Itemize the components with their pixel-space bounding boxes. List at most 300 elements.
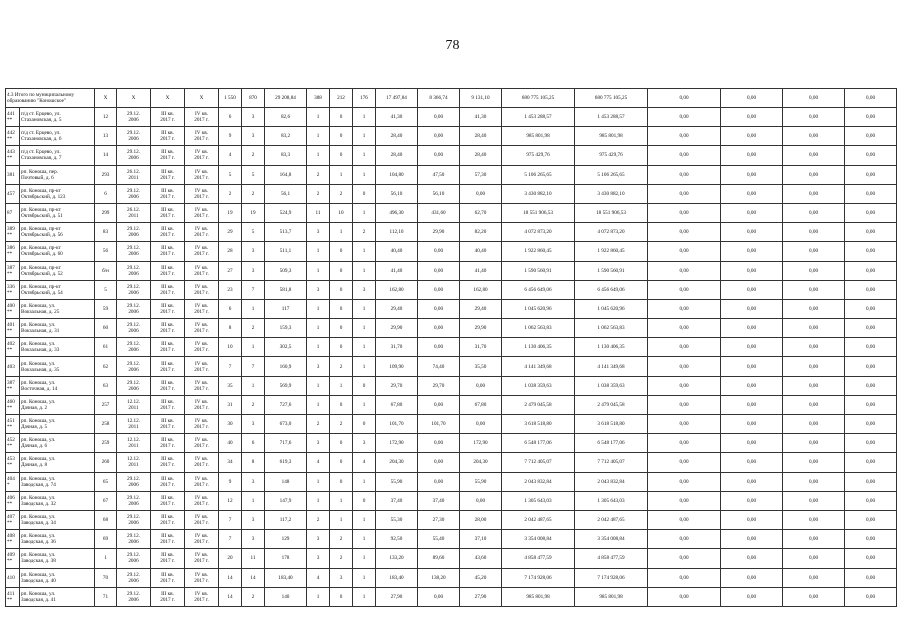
- end-period-cell-line: IV кв.: [195, 552, 208, 559]
- count-cell: 6: [219, 108, 242, 127]
- area-cell: 302,5: [265, 338, 307, 357]
- count-cell: 1: [330, 223, 353, 242]
- area-cell: 0,00: [460, 491, 502, 510]
- cost-cell: 1 453 288,57: [575, 108, 648, 127]
- start-period-cell-line: III кв.: [161, 475, 174, 482]
- amount-cell: 0,00: [845, 165, 897, 184]
- end-period-cell-line: IV кв.: [195, 379, 208, 386]
- address-cell-line: п/д ст. Ерцево, ул.: [21, 111, 61, 118]
- amount-cell: 0,00: [783, 453, 845, 472]
- end-period-cell: [185, 223, 219, 242]
- cost-cell: 3 354 008,84: [502, 530, 575, 549]
- amount-cell: 0,00: [721, 261, 783, 280]
- start-period-cell-line: III кв.: [161, 283, 174, 290]
- address-cell-line: Заводская, д. 41: [21, 596, 56, 603]
- amount-cell: 0,00: [648, 261, 721, 280]
- end-period-cell-line: 2017 г.: [194, 558, 209, 565]
- address-cell-line: Октябрьский, д. 54: [21, 289, 63, 296]
- end-period-cell: [185, 184, 219, 203]
- cost-cell: 1 062 563,83: [502, 319, 575, 338]
- start-period-cell-line: III кв.: [161, 149, 174, 156]
- start-period-cell: [151, 549, 185, 568]
- amount-cell: 0,00: [648, 491, 721, 510]
- area-cell: 524,9: [265, 203, 307, 222]
- end-period-cell: [185, 203, 219, 222]
- start-period-cell: [151, 203, 185, 222]
- amount-cell: 0,00: [648, 319, 721, 338]
- start-period-cell: [151, 146, 185, 165]
- row-id-cell-line: 411: [7, 590, 15, 597]
- area-cell: 45,20: [460, 568, 502, 587]
- amount-cell: 0,00: [783, 434, 845, 453]
- area-cell: 204,30: [376, 453, 418, 472]
- date-cell-line: 29.12.: [127, 379, 140, 386]
- count-cell: 2: [330, 415, 353, 434]
- cost-cell: 1 590 560,91: [575, 261, 648, 280]
- count-cell: 3: [242, 127, 265, 146]
- table-row: [6, 376, 897, 395]
- count-cell: 1: [353, 395, 376, 414]
- end-period-cell: [185, 587, 219, 606]
- amount-cell: 0,00: [721, 453, 783, 472]
- cost-cell: 4 072 873,20: [575, 223, 648, 242]
- amount-cell: 0,00: [783, 127, 845, 146]
- count-cell: 1: [353, 108, 376, 127]
- year-cell: 63: [95, 376, 117, 395]
- count-cell: 10: [219, 338, 242, 357]
- date-cell-line: 2006: [128, 366, 139, 373]
- start-period-cell-line: III кв.: [161, 264, 174, 271]
- amount-cell: 0,00: [845, 261, 897, 280]
- cost-cell: 1 045 620,96: [502, 299, 575, 318]
- cost-cell: 1 590 560,91: [502, 261, 575, 280]
- amount-cell: 0,00: [783, 568, 845, 587]
- amount-cell: 0,00: [721, 165, 783, 184]
- start-period-cell-line: 2017 г.: [160, 193, 175, 200]
- amount-cell: 0,00: [783, 299, 845, 318]
- amount-cell: 0,00: [845, 108, 897, 127]
- count-cell: 1: [307, 319, 330, 338]
- amount-cell: 0,00: [648, 357, 721, 376]
- date-cell-line: 29.12.: [127, 590, 140, 597]
- row-id-cell-line: 453: [7, 456, 15, 463]
- count-cell: 1: [307, 395, 330, 414]
- year-cell: 5: [95, 280, 117, 299]
- total-cell: X: [95, 89, 117, 108]
- area-cell: 172,90: [376, 434, 418, 453]
- cost-cell: 1 922 860,45: [575, 242, 648, 261]
- count-cell: 3: [307, 549, 330, 568]
- address-cell-line: рп. Коноша, ул.: [21, 398, 56, 405]
- row-id-cell-line: **: [7, 443, 13, 450]
- start-period-cell-line: III кв.: [161, 226, 174, 233]
- row-id-cell: [6, 357, 20, 376]
- start-period-cell: [151, 223, 185, 242]
- end-period-cell: [185, 127, 219, 146]
- end-period-cell: [185, 319, 219, 338]
- start-period-cell-line: 2017 г.: [160, 404, 175, 411]
- row-id-cell: [6, 549, 20, 568]
- count-cell: 1: [353, 127, 376, 146]
- total-cell: X: [117, 89, 151, 108]
- date-cell: [117, 491, 151, 510]
- total-cell: 17 497,84: [376, 89, 418, 108]
- end-period-cell: [185, 472, 219, 491]
- count-cell: 14: [242, 568, 265, 587]
- total-cell: 176: [353, 89, 376, 108]
- start-period-cell-line: III кв.: [161, 552, 174, 559]
- row-id-cell: [6, 472, 20, 491]
- area-cell: 138,20: [418, 568, 460, 587]
- row-id-cell-line: 409: [7, 552, 15, 559]
- start-period-cell-line: 2017 г.: [160, 481, 175, 488]
- start-period-cell-line: 2017 г.: [160, 347, 175, 354]
- cost-cell: 1 038 359,63: [502, 376, 575, 395]
- area-cell: 717,6: [265, 434, 307, 453]
- address-cell: [20, 108, 95, 127]
- amount-cell: 0,00: [648, 127, 721, 146]
- end-period-cell: [185, 108, 219, 127]
- area-cell: 129: [265, 530, 307, 549]
- table-row: [6, 530, 897, 549]
- amount-cell: 0,00: [845, 568, 897, 587]
- cost-cell: 6 548 177,06: [502, 434, 575, 453]
- count-cell: 20: [219, 549, 242, 568]
- total-cell: 8 366,74: [418, 89, 460, 108]
- area-cell: 29,70: [418, 376, 460, 395]
- amount-cell: 0,00: [648, 395, 721, 414]
- count-cell: 1: [353, 568, 376, 587]
- row-id-cell: [6, 415, 20, 434]
- amount-cell: 0,00: [845, 510, 897, 529]
- address-cell-line: Почтовый, д. 6: [21, 174, 54, 181]
- end-period-cell-line: IV кв.: [195, 514, 208, 521]
- start-period-cell: [151, 280, 185, 299]
- area-cell: 37,40: [376, 491, 418, 510]
- date-cell: [117, 280, 151, 299]
- address-cell-line: рп. Коноша, ул.: [21, 379, 56, 386]
- address-cell: [20, 223, 95, 242]
- row-id-cell-line: **: [7, 289, 13, 296]
- area-cell: 0,00: [418, 299, 460, 318]
- area-cell: 31,70: [376, 338, 418, 357]
- amount-cell: 0,00: [783, 184, 845, 203]
- area-cell: 496,30: [376, 203, 418, 222]
- amount-cell: 0,00: [648, 108, 721, 127]
- cost-cell: 4 858 477,59: [502, 549, 575, 568]
- date-cell-line: 2006: [128, 347, 139, 354]
- date-cell-line: 29.12.: [127, 533, 140, 540]
- date-cell-line: 29.12.: [127, 187, 140, 194]
- address-cell-line: рп. Коноша, пр-кт: [21, 207, 61, 214]
- area-cell: 101,70: [418, 415, 460, 434]
- start-period-cell-line: 2017 г.: [160, 558, 175, 565]
- area-cell: 0,00: [418, 453, 460, 472]
- cost-cell: 1 305 643,03: [502, 491, 575, 510]
- date-cell-line: 26.12.: [127, 207, 140, 214]
- address-cell: [20, 395, 95, 414]
- start-period-cell: [151, 165, 185, 184]
- area-cell: 41,30: [460, 108, 502, 127]
- date-cell-line: 2006: [128, 193, 139, 200]
- date-cell-line: 2006: [128, 539, 139, 546]
- row-id-cell-line: **: [7, 539, 13, 546]
- cost-cell: 2 043 832,84: [502, 472, 575, 491]
- date-cell: [117, 165, 151, 184]
- row-id-cell-line: 407: [7, 514, 15, 521]
- cost-cell: 2 479 045,58: [502, 395, 575, 414]
- cost-cell: 985 801,98: [575, 127, 648, 146]
- address-cell: [20, 242, 95, 261]
- area-cell: 101,70: [376, 415, 418, 434]
- table-row: [6, 319, 897, 338]
- amount-cell: 0,00: [721, 376, 783, 395]
- end-period-cell: [185, 376, 219, 395]
- cost-cell: 18 551 906,53: [575, 203, 648, 222]
- year-cell: 12: [95, 108, 117, 127]
- address-cell-line: Вокзальная, д. 33: [21, 347, 60, 354]
- address-cell-line: рп. Коноша, пр-кт: [21, 283, 61, 290]
- table-row: [6, 568, 897, 587]
- date-cell: [117, 261, 151, 280]
- amount-cell: 0,00: [721, 415, 783, 434]
- row-id-cell-line: 460: [7, 398, 15, 405]
- start-period-cell: [151, 357, 185, 376]
- address-cell-line: рп. Коноша, ул.: [21, 494, 56, 501]
- year-cell: 56: [95, 242, 117, 261]
- count-cell: 30: [219, 415, 242, 434]
- area-cell: 104,80: [376, 165, 418, 184]
- row-id-cell-line: 441: [7, 111, 15, 118]
- table-row: [6, 549, 897, 568]
- address-cell-line: Заводская, д. 36: [21, 539, 56, 546]
- cost-cell: 6 456 649,06: [502, 280, 575, 299]
- amount-cell: 0,00: [721, 357, 783, 376]
- count-cell: 11: [307, 203, 330, 222]
- count-cell: 14: [219, 587, 242, 606]
- start-period-cell-line: 2017 г.: [160, 328, 175, 335]
- count-cell: 0: [330, 395, 353, 414]
- area-cell: 148: [265, 472, 307, 491]
- amount-cell: 0,00: [845, 453, 897, 472]
- area-cell: 41,30: [376, 108, 418, 127]
- end-period-cell-line: IV кв.: [195, 226, 208, 233]
- count-cell: 1: [353, 261, 376, 280]
- start-period-cell-line: III кв.: [161, 187, 174, 194]
- amount-cell: 0,00: [721, 510, 783, 529]
- count-cell: 3: [242, 261, 265, 280]
- address-cell: [20, 568, 95, 587]
- amount-cell: 0,00: [648, 472, 721, 491]
- start-period-cell: [151, 510, 185, 529]
- count-cell: 3: [353, 280, 376, 299]
- total-cell: 212: [330, 89, 353, 108]
- end-period-cell-line: IV кв.: [195, 571, 208, 578]
- amount-cell: 0,00: [721, 319, 783, 338]
- area-cell: 40,40: [376, 242, 418, 261]
- area-cell: 40,40: [460, 242, 502, 261]
- area-cell: 178: [265, 549, 307, 568]
- end-period-cell-line: IV кв.: [195, 322, 208, 329]
- address-cell: [20, 549, 95, 568]
- amount-cell: 0,00: [648, 146, 721, 165]
- start-period-cell: [151, 376, 185, 395]
- count-cell: 29: [219, 223, 242, 242]
- area-cell: 56,1: [265, 184, 307, 203]
- start-period-cell-line: III кв.: [161, 379, 174, 386]
- start-period-cell-line: 2017 г.: [160, 117, 175, 124]
- address-cell: [20, 434, 95, 453]
- area-cell: 183,40: [265, 568, 307, 587]
- amount-cell: 0,00: [845, 319, 897, 338]
- date-cell-line: 2006: [128, 117, 139, 124]
- date-cell-line: 29.12.: [127, 514, 140, 521]
- area-cell: 162,80: [460, 280, 502, 299]
- cost-cell: 1 922 860,45: [502, 242, 575, 261]
- date-cell-line: 29.12.: [127, 494, 140, 501]
- end-period-cell-line: IV кв.: [195, 302, 208, 309]
- count-cell: 0: [330, 108, 353, 127]
- count-cell: 3: [353, 434, 376, 453]
- amount-cell: 0,00: [648, 203, 721, 222]
- amount-cell: 0,00: [783, 108, 845, 127]
- end-period-cell-line: 2017 г.: [194, 424, 209, 431]
- row-id-cell-line: **: [7, 520, 13, 527]
- row-id-cell-line: 403: [7, 363, 15, 370]
- area-cell: 172,90: [460, 434, 502, 453]
- amount-cell: 0,00: [783, 510, 845, 529]
- address-cell-line: Стахановская, д. 5: [21, 117, 62, 124]
- cost-cell: 7 174 928,06: [502, 568, 575, 587]
- row-id-cell-line: **: [7, 328, 13, 335]
- area-cell: 204,30: [460, 453, 502, 472]
- address-cell-line: рп. Коноша, пр-кт: [21, 187, 61, 194]
- end-period-cell-line: 2017 г.: [194, 174, 209, 181]
- row-id-cell-line: **: [7, 404, 13, 411]
- count-cell: 1: [353, 299, 376, 318]
- row-id-cell: [6, 338, 20, 357]
- count-cell: 3: [330, 568, 353, 587]
- total-cell: 0,00: [648, 89, 721, 108]
- address-cell-line: рп. Коноша, ул.: [21, 322, 56, 329]
- area-cell: 28,40: [376, 146, 418, 165]
- address-cell-line: рп. Коноша, ул.: [21, 514, 56, 521]
- amount-cell: 0,00: [648, 280, 721, 299]
- end-period-cell-line: 2017 г.: [194, 577, 209, 584]
- row-id-cell: [6, 568, 20, 587]
- total-cell: 388: [307, 89, 330, 108]
- area-cell: 92,50: [376, 530, 418, 549]
- address-cell-line: Вокзальная, д. 35: [21, 366, 60, 373]
- area-cell: 160,9: [265, 357, 307, 376]
- row-id-cell-line: **: [7, 558, 13, 565]
- end-period-cell-line: 2017 г.: [194, 520, 209, 527]
- start-period-cell-line: 2017 г.: [160, 270, 175, 277]
- end-period-cell-line: IV кв.: [195, 398, 208, 405]
- area-cell: 41,40: [376, 261, 418, 280]
- year-cell: 70: [95, 568, 117, 587]
- address-cell-line: Заводская, д. 40: [21, 577, 56, 584]
- date-cell-line: 29.12.: [127, 264, 140, 271]
- row-id-cell: [6, 587, 20, 606]
- table-row: [6, 280, 897, 299]
- count-cell: 1: [330, 165, 353, 184]
- area-cell: 0,00: [418, 587, 460, 606]
- start-period-cell-line: 2017 г.: [160, 251, 175, 258]
- end-period-cell-line: IV кв.: [195, 341, 208, 348]
- amount-cell: 0,00: [721, 587, 783, 606]
- table-row: [6, 434, 897, 453]
- amount-cell: 0,00: [783, 472, 845, 491]
- cost-cell: 3 618 518,80: [575, 415, 648, 434]
- amount-cell: 0,00: [721, 108, 783, 127]
- end-period-cell-line: IV кв.: [195, 437, 208, 444]
- count-cell: 4: [219, 146, 242, 165]
- row-id-cell: [6, 261, 20, 280]
- start-period-cell: [151, 415, 185, 434]
- count-cell: 0: [330, 434, 353, 453]
- end-period-cell: [185, 530, 219, 549]
- count-cell: 8: [242, 453, 265, 472]
- table-row: [6, 415, 897, 434]
- cost-cell: 3 430 882,10: [502, 184, 575, 203]
- count-cell: 0: [353, 376, 376, 395]
- start-period-cell: [151, 434, 185, 453]
- row-id-cell-line: 381: [7, 171, 15, 178]
- address-cell-line: рп. Коноша, ул.: [21, 437, 56, 444]
- date-cell: [117, 587, 151, 606]
- date-cell-line: 29.12.: [127, 571, 140, 578]
- area-cell: 183,40: [376, 568, 418, 587]
- date-cell-line: 29.12.: [127, 302, 140, 309]
- row-id-cell-line: 336: [7, 283, 15, 290]
- amount-cell: 0,00: [648, 587, 721, 606]
- row-id-cell-line: **: [7, 270, 13, 277]
- count-cell: 2: [307, 510, 330, 529]
- date-cell-line: 2006: [128, 500, 139, 507]
- area-cell: 55,40: [418, 530, 460, 549]
- area-cell: 29,40: [460, 299, 502, 318]
- count-cell: 3: [307, 223, 330, 242]
- count-cell: 3: [307, 280, 330, 299]
- address-cell: [20, 184, 95, 203]
- end-period-cell-line: 2017 г.: [194, 251, 209, 258]
- year-cell: 69: [95, 530, 117, 549]
- area-cell: 0,00: [418, 472, 460, 491]
- count-cell: 8: [219, 319, 242, 338]
- count-cell: 1: [307, 376, 330, 395]
- amount-cell: 0,00: [845, 395, 897, 414]
- year-cell: 83: [95, 223, 117, 242]
- date-cell: [117, 415, 151, 434]
- address-cell: [20, 338, 95, 357]
- address-cell: [20, 146, 95, 165]
- count-cell: 1: [353, 242, 376, 261]
- area-cell: 727,6: [265, 395, 307, 414]
- area-cell: 56,10: [376, 184, 418, 203]
- address-cell: [20, 530, 95, 549]
- count-cell: 2: [242, 146, 265, 165]
- cost-cell: 5 106 265,65: [502, 165, 575, 184]
- cost-cell: 7 712 405,07: [575, 453, 648, 472]
- date-cell-line: 26.12.: [127, 168, 140, 175]
- amount-cell: 0,00: [721, 184, 783, 203]
- amount-cell: 0,00: [783, 242, 845, 261]
- count-cell: 1: [307, 261, 330, 280]
- area-cell: 29,40: [376, 299, 418, 318]
- start-period-cell-line: 2017 г.: [160, 366, 175, 373]
- address-cell-line: Восточная, д. 14: [21, 385, 58, 392]
